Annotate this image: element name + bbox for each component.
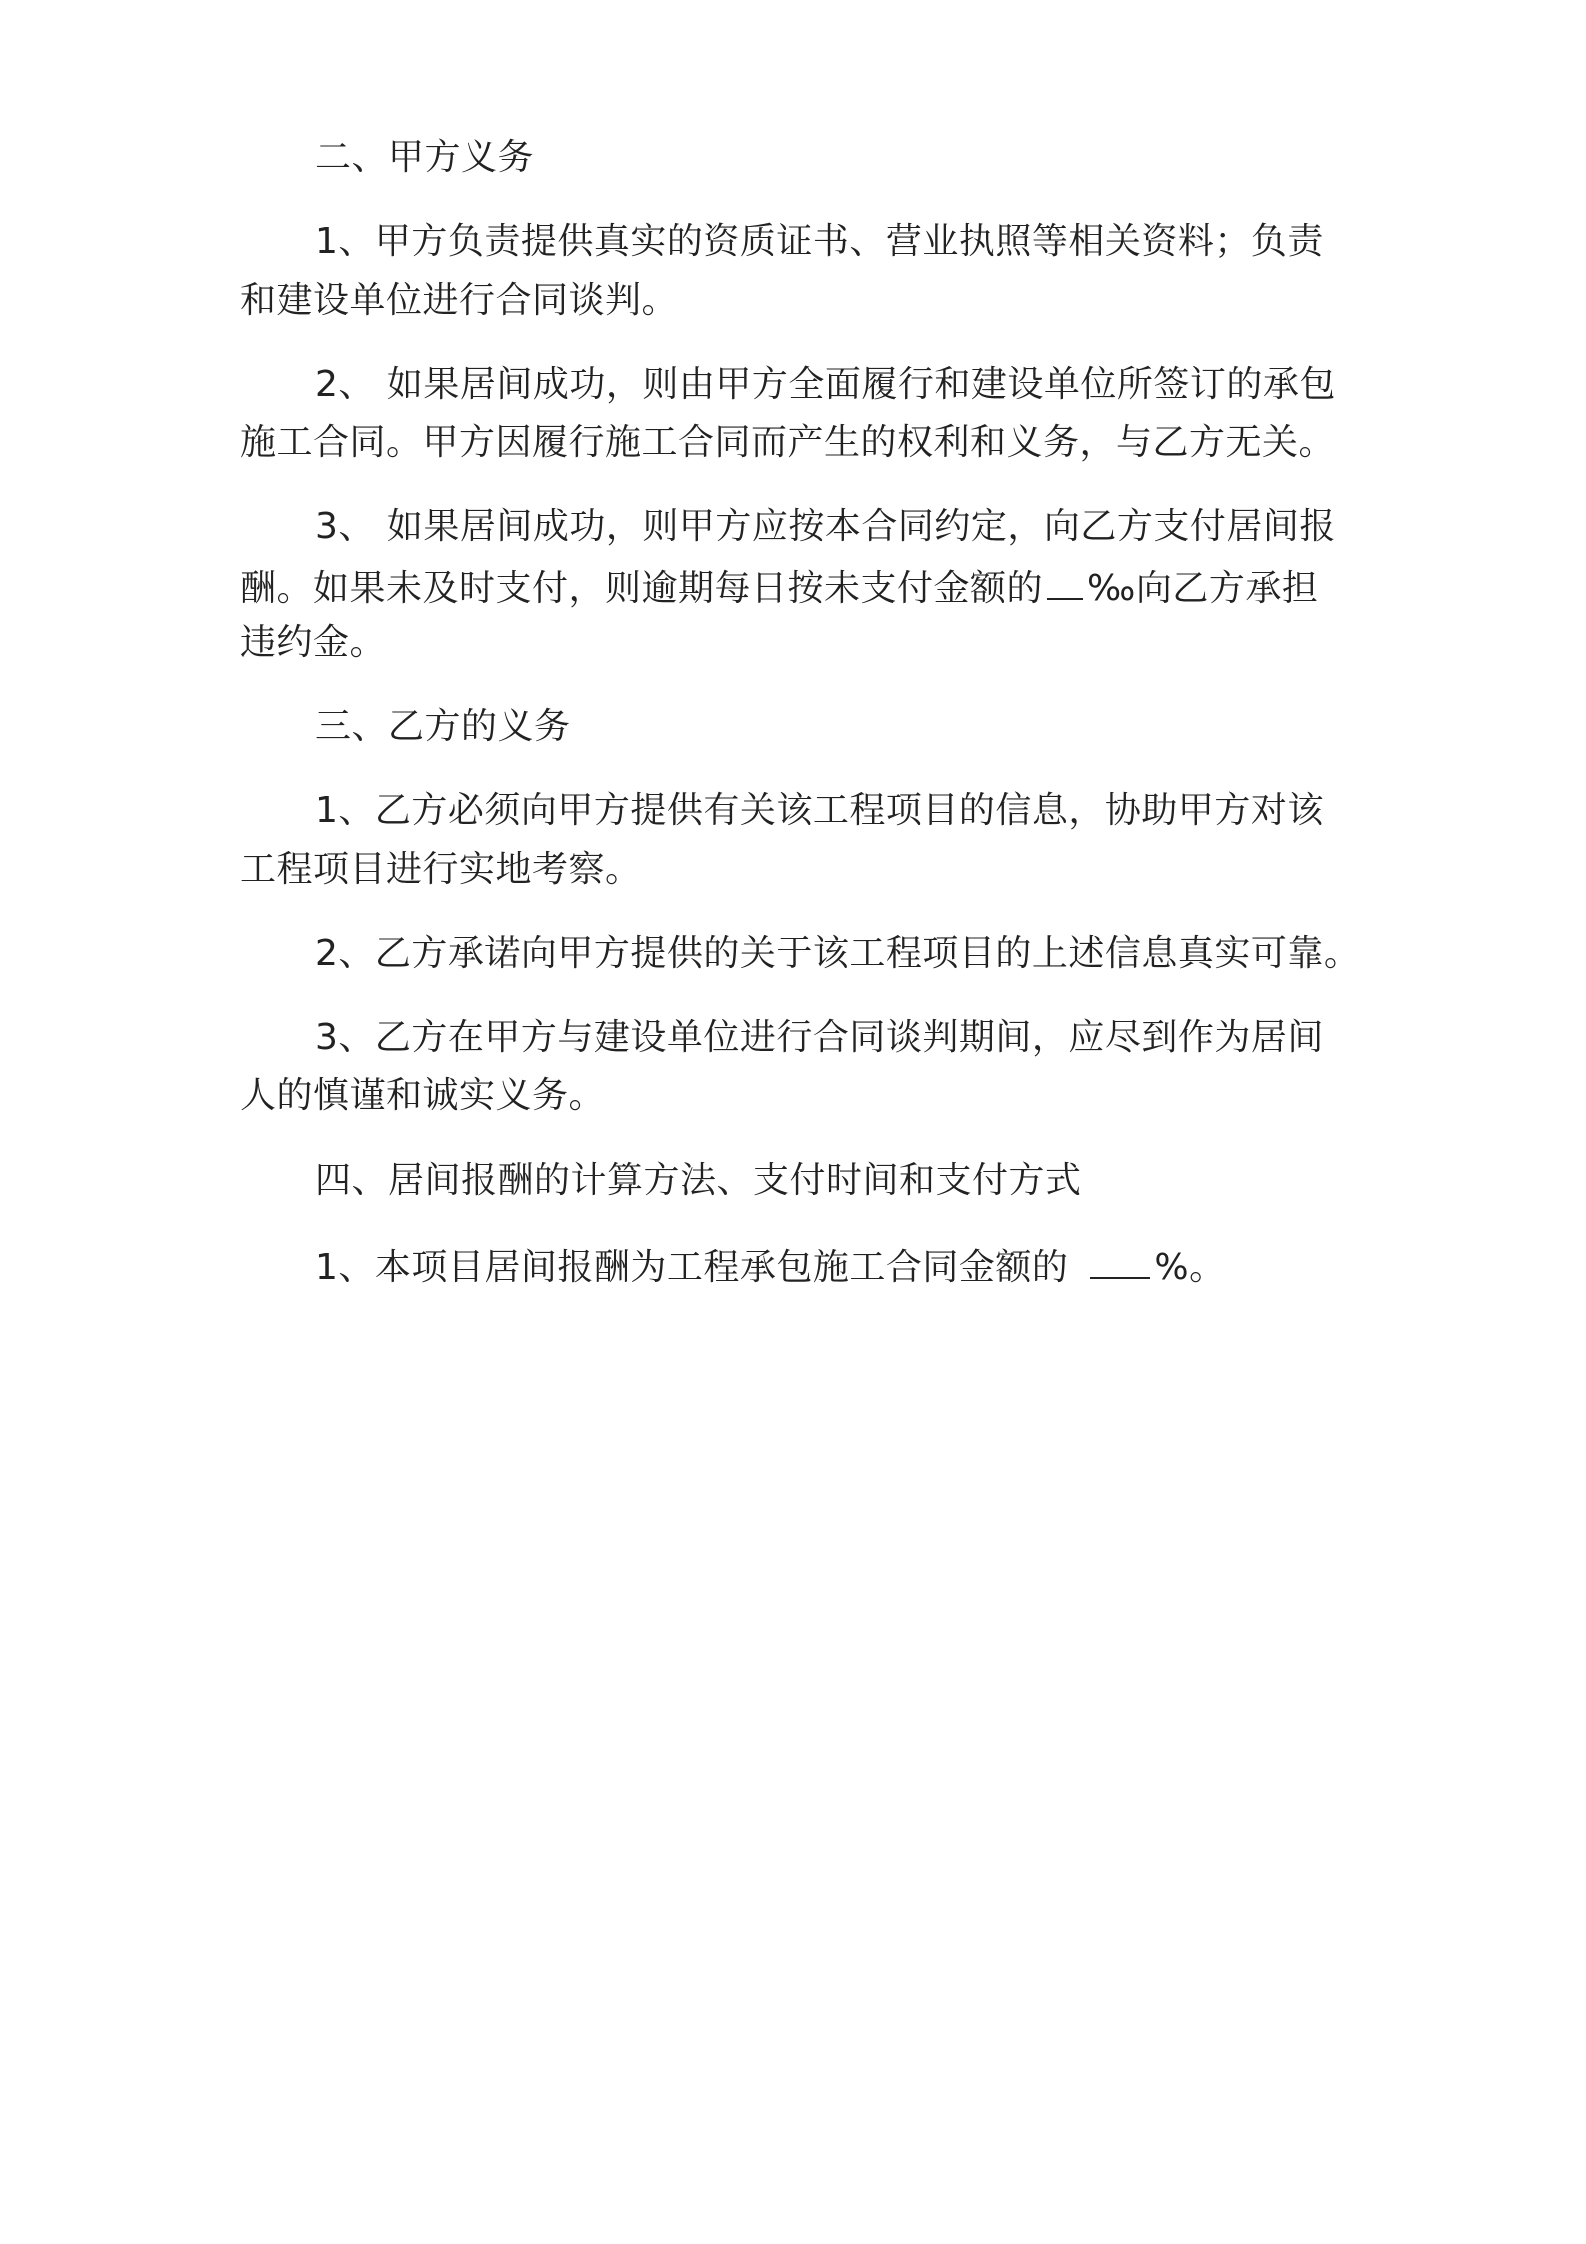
section-4-heading: 四、居间报酬的计算方法、支付时间和支付方式: [315, 1160, 1082, 1201]
paragraph-line: [240, 562, 1360, 613]
paragraph-text: %。: [1154, 1247, 1226, 1288]
paragraph-text: 酬。如果未及时支付，则逾期每日按未支付金额的: [240, 568, 1044, 609]
fill-in-blank: [1090, 1241, 1150, 1279]
paragraph-line: 1、乙方必须向甲方提供有关该工程项目的信息，协助甲方对该: [315, 790, 1324, 831]
fill-in-blank: [1047, 562, 1083, 600]
paragraph-line: 施工合同。甲方因履行施工合同而产生的权利和义务，与乙方无关。: [240, 422, 1336, 463]
paragraph-line: 工程项目进行实地考察。: [240, 849, 642, 890]
paragraph-text: 1、本项目居间报酬为工程承包施工合同金额的: [315, 1247, 1069, 1288]
paragraph-line: 2、乙方承诺向甲方提供的关于该工程项目的上述信息真实可靠。: [315, 933, 1361, 974]
paragraph-line: 和建设单位进行合同谈判。: [240, 280, 679, 321]
paragraph-line: 1、甲方负责提供真实的资质证书、营业执照等相关资料；负责: [315, 221, 1324, 262]
paragraph-line: 人的慎谨和诚实义务。: [240, 1075, 606, 1116]
paragraph-line: 违约金。: [240, 622, 387, 663]
section-2-heading: 二、甲方义务: [315, 137, 535, 178]
paragraph-line: 3、乙方在甲方与建设单位进行合同谈判期间，应尽到作为居间: [315, 1017, 1324, 1058]
paragraph-text: ‰向乙方承担: [1087, 568, 1319, 609]
paragraph-line: [315, 1241, 1360, 1292]
section-3-heading: 三、乙方的义务: [315, 706, 571, 747]
paragraph-line: 3、 如果居间成功，则甲方应按本合同约定，向乙方支付居间报: [315, 506, 1336, 547]
paragraph-line: 2、 如果居间成功，则由甲方全面履行和建设单位所签订的承包: [315, 364, 1336, 405]
